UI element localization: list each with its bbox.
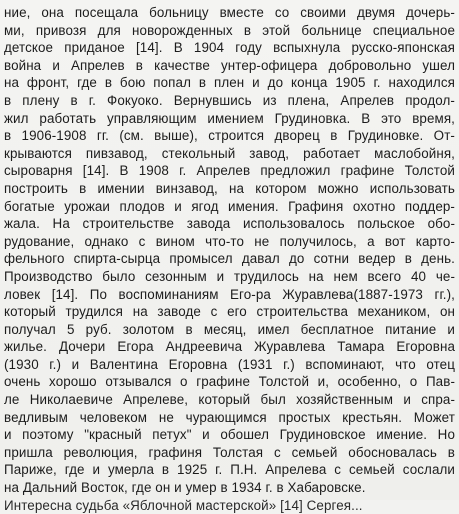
text-line: фельного спирта-сырца промысел давал до сотни ведер в день. (4, 251, 455, 267)
text-line: пришла революция, графиня Толстая с семьей обосновалась в (4, 444, 455, 460)
text-line: Париже, где и умерла в 1925 г. П.Н. Апрелева с семьей сослали (4, 462, 455, 478)
text-line: детское приданое [14]. В 1904 году вспыхнула русско-японская (4, 40, 455, 56)
text-line: получал 5 руб. золотом в месяц, имел бесплатное питание и (4, 321, 455, 337)
text-line: и поэтому "красный петух" и обошел Грудиновское имение. Но (4, 427, 455, 443)
text-line: в плену в г. Фокуоко. Вернувшись из плена, Апрелев продол- (4, 92, 455, 108)
text-line: который трудился на заводе с его строительства механиком, он (4, 304, 455, 320)
text-line: в 1906-1908 гг. (см. выше), строится дворец в Грудиновке. От- (4, 128, 455, 144)
text-line: богатые урожаи плодов и ягод имения. Графиня охотно поддер- (4, 198, 455, 214)
text-line: сыроварня [14]. В 1908 г. Апрелев предложил графине Толстой (4, 163, 455, 179)
text-line-cut: Интересна судьба «Яблочной мастерской» [14] Сергея... (4, 497, 363, 513)
text-line: на фронт, где в бою попал в плен и до конца 1905 г. находился (4, 75, 455, 91)
text-line: крываются пивзавод, стекольный завод, работает маслобойня, (4, 145, 455, 161)
text-line: (1930 г.) и Валентина Егоровна (1931 г.) вспоминают, что отец (4, 356, 455, 372)
text-line: ми, привозя для новорожденных в этой больнице специальное (4, 22, 455, 38)
text-line: на Дальний Восток, где он и умер в 1934 г. в Хабаровске. (4, 480, 366, 496)
text-line: построить в имении винзавод, на котором можно использовать (4, 180, 455, 196)
text-line: ние, она посещала больницу вместе со своими двумя дочерь- (4, 5, 455, 20)
body-text (4, 4, 455, 513)
text-line: жала. На строительстве завода использовалось польское обо- (4, 216, 455, 232)
text-line: жил работать управляющим имением Грудиновка. В это время, (4, 110, 455, 126)
text-line: рудование, однако с вином что-то не получилось, а вот карто- (4, 233, 455, 249)
text-line: Производство было сезонным и трудилось на нем всего 40 че- (4, 268, 455, 284)
text-line: ведливым человеком не чурающимся простых крестьян. Может (4, 409, 455, 425)
text-line: жилье. Дочери Егора Андреевича Журавлева Тамара Егоровна (4, 339, 455, 355)
text-line: ле Николаевиче Апрелеве, который был хозяйственным и спра- (4, 392, 455, 408)
text-line: война и Апрелев в качестве унтер-офицера добровольно ушел (4, 57, 455, 73)
text-line: ловек [14]. По воспоминаниям Его-ра Журавлева(1887-1973 гг.), (4, 286, 455, 302)
text-line: очень хорошо отзывался о графине Толстой и, особенно, о Пав- (4, 374, 455, 390)
